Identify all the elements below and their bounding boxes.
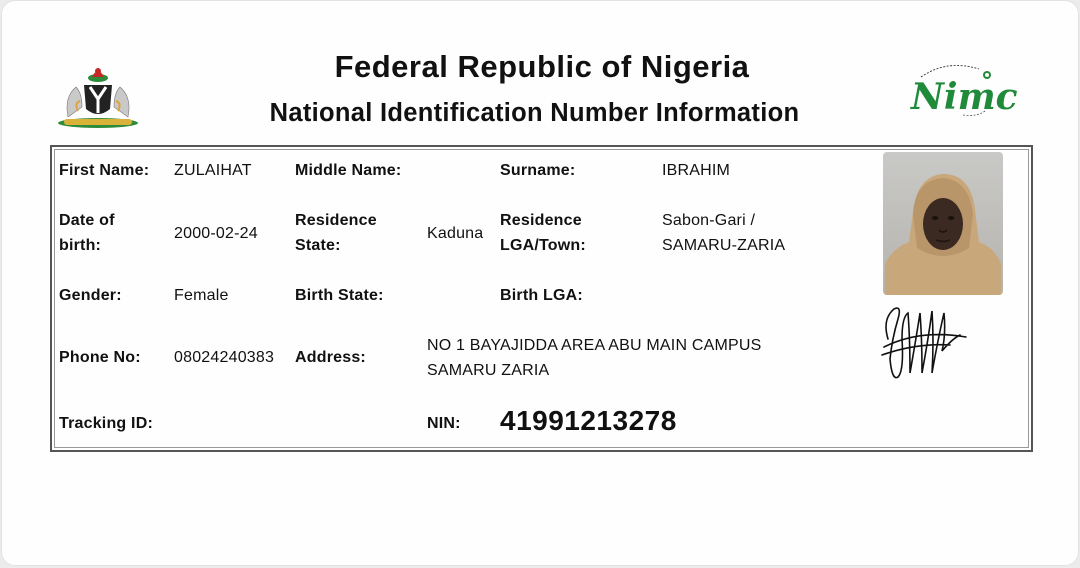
address-value-line2: SAMARU ZARIA [427, 362, 550, 379]
signature-icon [880, 299, 968, 387]
tracking-id-label: Tracking ID: [59, 415, 153, 432]
first-name-value: ZULAIHAT [174, 162, 252, 179]
document-title: Federal Republic of Nigeria [334, 49, 750, 84]
address-value-line1: NO 1 BAYAJIDDA AREA ABU MAIN CAMPUS [427, 337, 762, 354]
dob-value: 2000-02-24 [174, 225, 258, 242]
gender-value: Female [174, 287, 229, 304]
dob-label-line1: Date of [59, 212, 115, 229]
middle-name-label: Middle Name: [295, 162, 402, 179]
address-label: Address: [295, 349, 366, 366]
phone-label: Phone No: [59, 349, 141, 366]
gender-label: Gender: [59, 287, 122, 304]
birth-state-label: Birth State: [295, 287, 384, 304]
phone-value: 08024240383 [174, 349, 275, 366]
surname-label: Surname: [500, 162, 576, 179]
residence-state-label-line1: Residence [295, 212, 377, 229]
residence-lga-label-line2: LGA/Town: [500, 237, 586, 254]
surname-value: IBRAHIM [662, 162, 731, 179]
birth-lga-label: Birth LGA: [500, 287, 583, 304]
nin-slip-card [1, 0, 1079, 566]
residence-lga-value-line2: SAMARU-ZARIA [662, 237, 786, 254]
residence-lga-value-line1: Sabon-Gari / [662, 212, 756, 229]
document-subtitle: National Identification Number Information [269, 99, 800, 127]
nin-label: NIN: [427, 415, 461, 432]
residence-state-label-line2: State: [295, 237, 341, 254]
residence-state-value: Kaduna [427, 225, 484, 242]
portrait-photo [883, 152, 1003, 295]
dob-label-line2: birth: [59, 237, 102, 254]
nimc-logo-icon [907, 63, 1017, 125]
svg-text:Nimc: Nimc [911, 76, 1017, 118]
residence-lga-label-line1: Residence [500, 212, 582, 229]
first-name-label: First Name: [59, 162, 150, 179]
nin-value: 41991213278 [500, 405, 677, 436]
